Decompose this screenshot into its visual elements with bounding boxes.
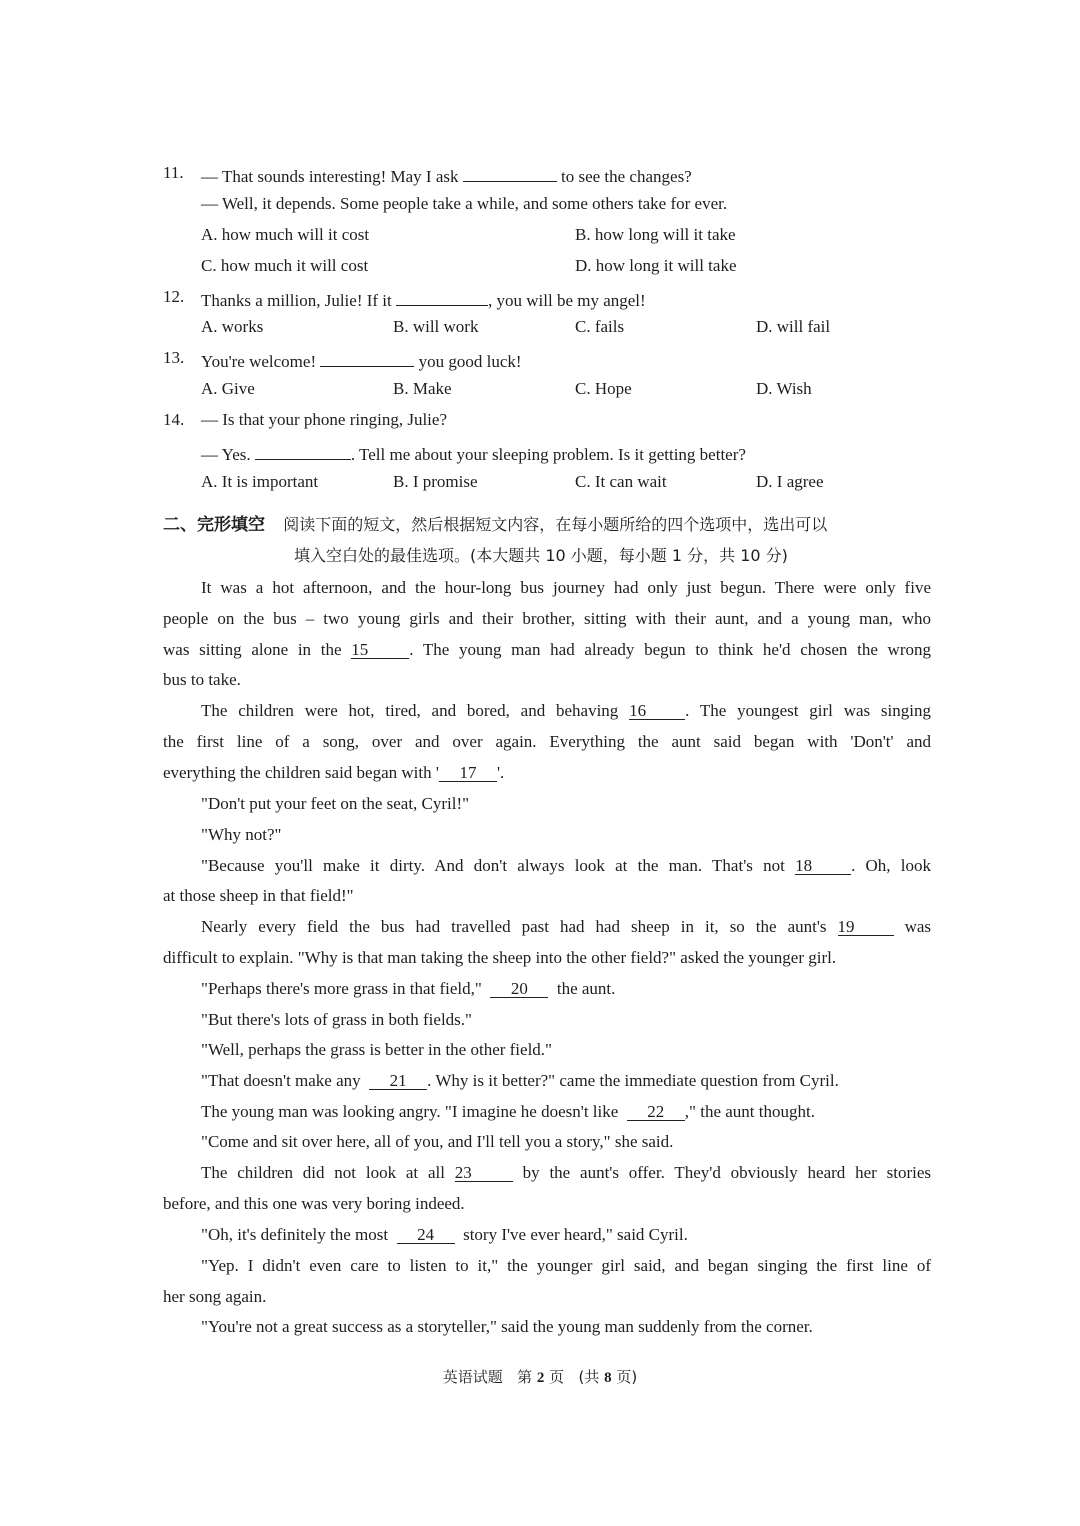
answer-blank — [463, 163, 557, 182]
footer-text: 页 — [549, 1368, 565, 1386]
option-b: B. Make — [393, 379, 452, 398]
stem-text: , you will be my angel! — [488, 291, 646, 310]
passage-line: bus to take. — [163, 670, 241, 689]
cloze-blank-17: 17 — [439, 763, 497, 782]
dialogue-line — [201, 856, 931, 876]
cloze-blank-19: 19 — [838, 917, 894, 936]
passage-text: . The young man had already begun to think he'd chosen the wrong — [409, 640, 931, 659]
footer-text: 第 — [517, 1368, 533, 1386]
page-footer — [0, 1366, 1080, 1387]
passage-line: people on the bus – two young girls and their brother, sitting with their aunt, and a young man, who — [163, 609, 931, 628]
section-heading — [163, 515, 827, 535]
dialogue-line: her song again. — [163, 1287, 267, 1306]
question-14-stem: — Is that your phone ringing, Julie? — [201, 410, 447, 429]
answer-blank — [396, 287, 488, 306]
passage-text: "That doesn't make any — [201, 1071, 361, 1090]
passage-line: It was a hot afternoon, and the hour-long bus journey had only just begun. There were only five — [201, 578, 931, 597]
option-c: C. Hope — [575, 379, 632, 398]
passage-line — [201, 917, 931, 937]
passage-text: '. — [496, 763, 505, 782]
passage-text: by the aunt's offer. They'd obviously heard her stories — [522, 1163, 932, 1182]
dialogue-line — [201, 1071, 839, 1091]
footer-text: 页) — [616, 1368, 638, 1386]
stem-text: You're welcome! — [201, 352, 317, 371]
passage-line — [163, 763, 504, 783]
option-d: D. I agree — [756, 472, 824, 491]
dialogue-line: "You're not a great success as a storyteller," said the young man suddenly from the corner. — [201, 1317, 813, 1336]
passage-line — [201, 1102, 815, 1122]
passage-line: difficult to explain. "Why is that man taking the sheep into the other field?" asked the younger girl. — [163, 948, 837, 967]
page-number: 2 — [536, 1370, 545, 1386]
stem-text: to see the changes? — [560, 167, 692, 186]
option-a: A. Give — [201, 379, 255, 398]
question-14-reply — [201, 441, 746, 465]
passage-text: "Because you'll make it dirty. And don't always look at the man. That's not — [201, 856, 785, 875]
question-11-stem — [201, 163, 692, 187]
dialogue-line: "But there's lots of grass in both fields." — [201, 1010, 472, 1029]
passage-text: ," the aunt thought. — [684, 1102, 815, 1121]
passage-text: Nearly every field the bus had travelled past had had sheep in it, so the aunt's — [201, 917, 827, 936]
option-d: D. Wish — [756, 379, 812, 398]
passage-text: the aunt. — [556, 979, 616, 998]
passage-text: was — [904, 917, 932, 936]
passage-text: . The youngest girl was singing — [685, 701, 931, 720]
stem-text: — That sounds interesting! May I ask — [201, 167, 459, 186]
option-c: C. It can wait — [575, 472, 667, 491]
cloze-blank-24: 24 — [397, 1225, 455, 1244]
passage-text: "Perhaps there's more grass in that field," — [201, 979, 482, 998]
stem-text: you good luck! — [418, 352, 522, 371]
stem-text: — Yes. — [201, 445, 251, 464]
dialogue-line: "Well, perhaps the grass is better in the other field." — [201, 1040, 552, 1059]
cloze-blank-23: 23 — [455, 1163, 513, 1182]
dialogue-line: "Yep. I didn't even care to listen to it," the younger girl said, and began singing the first line of — [201, 1256, 931, 1275]
cloze-blank-18: 18 — [795, 856, 851, 875]
question-number: 13. — [163, 348, 185, 367]
question-12-stem — [201, 287, 646, 311]
option-d: D. will fail — [756, 317, 831, 336]
question-number: 12. — [163, 287, 185, 306]
dialogue-line: "Come and sit over here, all of you, and I'll tell you a story," she said. — [201, 1132, 674, 1151]
cloze-blank-16: 16 — [629, 701, 685, 720]
passage-line — [201, 701, 931, 721]
section-instruction: 阅读下面的短文，然后根据短文内容，在每小题所给的四个选项中，选出可以 — [283, 515, 828, 534]
passage-line — [201, 1163, 931, 1183]
passage-text: was sitting alone in the — [163, 640, 342, 659]
option-d: D. how long it will take — [575, 256, 737, 275]
dialogue-line — [201, 1225, 688, 1245]
answer-blank — [320, 348, 414, 367]
passage-text: everything the children said began with ' — [163, 763, 439, 782]
passage-line: the first line of a song, over and over again. Everything the aunt said began with 'Don't' and — [163, 732, 931, 751]
passage-text: The children were hot, tired, and bored, and behaving — [201, 701, 619, 720]
option-c: C. fails — [575, 317, 625, 336]
section-instruction-cont: 填入空白处的最佳选项。(本大题共 10 小题，每小题 1 分，共 10 分) — [294, 546, 788, 565]
dialogue-line: at those sheep in that field!" — [163, 886, 354, 905]
question-11-reply: — Well, it depends. Some people take a while, and some others take for ever. — [201, 194, 728, 213]
option-a: A. It is important — [201, 472, 319, 491]
cloze-blank-20: 20 — [490, 979, 548, 998]
footer-text: (共 — [578, 1368, 600, 1386]
dialogue-line: "Don't put your feet on the seat, Cyril!" — [201, 794, 470, 813]
passage-text: The young man was looking angry. "I imagine he doesn't like — [201, 1102, 619, 1121]
passage-text: story I've ever heard," said Cyril. — [463, 1225, 688, 1244]
question-number: 14. — [163, 410, 185, 429]
option-c: C. how much it will cost — [201, 256, 369, 275]
option-b: B. I promise — [393, 472, 478, 491]
cloze-blank-22: 22 — [627, 1102, 685, 1121]
passage-text: The children did not look at all — [201, 1163, 445, 1182]
passage-text: . Oh, look — [851, 856, 932, 875]
question-13-stem — [201, 348, 522, 372]
dialogue-line: "Why not?" — [201, 825, 282, 844]
option-a: A. how much will it cost — [201, 225, 370, 244]
passage-line: before, and this one was very boring indeed. — [163, 1194, 465, 1213]
cloze-blank-21: 21 — [369, 1071, 427, 1090]
option-a: A. works — [201, 317, 264, 336]
dialogue-line — [201, 979, 615, 999]
passage-text: . Why is it better?" came the immediate question from Cyril. — [427, 1071, 839, 1090]
question-number: 11. — [163, 163, 184, 182]
cloze-blank-15: 15 — [351, 640, 409, 659]
section-title: 二、完形填空 — [163, 515, 265, 535]
passage-text: "Oh, it's definitely the most — [201, 1225, 389, 1244]
answer-blank — [255, 441, 351, 460]
option-b: B. will work — [393, 317, 479, 336]
stem-text: . Tell me about your sleeping problem. Is it getting better? — [350, 445, 746, 464]
stem-text: Thanks a million, Julie! If it — [201, 291, 392, 310]
total-pages: 8 — [604, 1370, 612, 1386]
passage-line — [163, 640, 931, 660]
footer-subject: 英语试题 — [442, 1368, 503, 1386]
option-b: B. how long will it take — [575, 225, 736, 244]
